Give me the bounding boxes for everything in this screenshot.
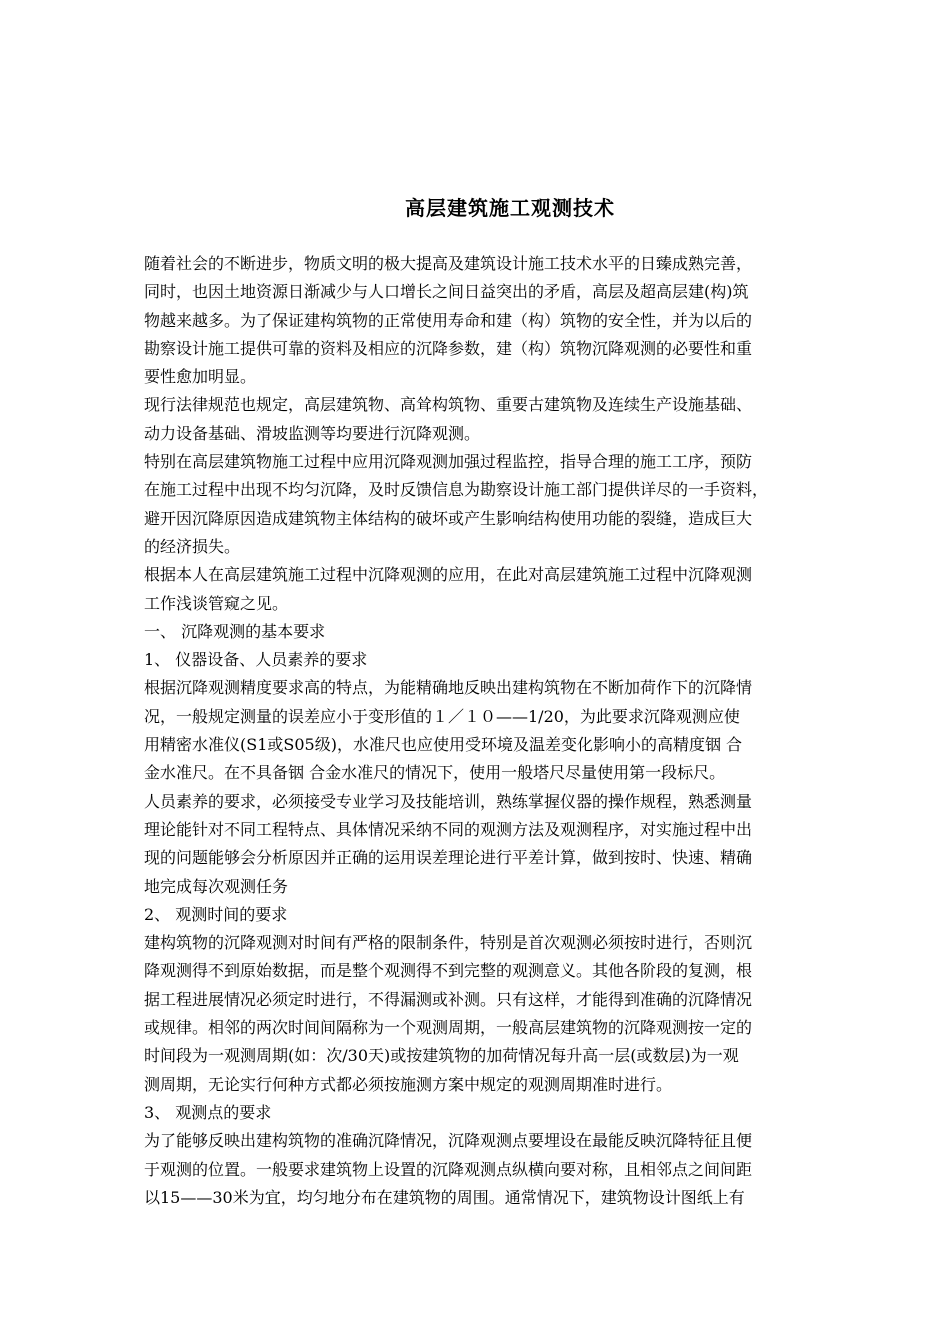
body-line: 特别在高层建筑物施工过程中应用沉降观测加强过程监控，指导合理的施工工序，预防 <box>144 452 753 472</box>
body-line: 现行法律规范也规定，高层建筑物、高耸构筑物、重要古建筑物及连续生产设施基础、 <box>144 395 753 415</box>
body-line: 工作浅谈管窥之见。 <box>144 593 289 613</box>
body-line: 理论能针对不同工程特点、具体情况采纳不同的观测方法及观测程序，对实施过程中出 <box>144 819 753 839</box>
body-line: 物越来越多。为了保证建构筑物的正常使用寿命和建（构）筑物的安全性，并为以后的 <box>144 310 753 330</box>
body-line: 或规律。相邻的两次时间间隔称为一个观测周期，一般高层建筑物的沉降观测按一定的 <box>144 1018 753 1038</box>
document-title: 高层建筑施工观测技术 <box>405 196 615 220</box>
body-line: 同时，也因土地资源日渐减少与人口增长之间日益突出的矛盾，高层及超高层建(构)筑 <box>144 282 749 302</box>
body-line: 为了能够反映出建构筑物的准确沉降情况，沉降观测点要埋设在最能反映沉降特征且便 <box>144 1131 753 1151</box>
body-line: 地完成每次观测任务 <box>144 876 289 896</box>
body-line: 要性愈加明显。 <box>144 367 257 387</box>
body-line: 现的问题能够会分析原因并正确的运用误差理论进行平差计算，做到按时、快速、精确 <box>144 848 753 868</box>
subsection-heading: 2、 观测时间的要求 <box>144 904 288 924</box>
document-body <box>144 250 886 1212</box>
body-line: 测周期，无论实行何种方式都必须按施测方案中规定的观测周期准时进行。 <box>144 1074 673 1094</box>
body-line: 据工程进展情况必须定时进行，不得漏测或补测。只有这样，才能得到准确的沉降情况 <box>144 989 753 1009</box>
subsection-heading: 1、 仪器设备、人员素养的要求 <box>144 650 368 670</box>
body-line: 勘察设计施工提供可靠的资料及相应的沉降参数，建（构）筑物沉降观测的必要性和重 <box>144 338 753 358</box>
body-line: 的经济损失。 <box>144 536 241 556</box>
body-line: 于观测的位置。一般要求建筑物上设置的沉降观测点纵横向要对称，且相邻点之间间距 <box>144 1159 753 1179</box>
body-line: 随着社会的不断进步，物质文明的极大提高及建筑设计施工技术水平的日臻成熟完善， <box>144 254 753 273</box>
body-line: 避开因沉降原因造成建筑物主体结构的破坏或产生影响结构使用功能的裂缝，造成巨大 <box>144 508 753 528</box>
body-line: 在施工过程中出现不均匀沉降，及时反馈信息为勘察设计施工部门提供详尽的一手资料， <box>144 480 769 500</box>
body-line: 根据沉降观测精度要求高的特点，为能精确地反映出建构筑物在不断加荷作下的沉降情 <box>144 678 753 698</box>
body-line: 降观测得不到原始数据，而是整个观测得不到完整的观测意义。其他各阶段的复测，根 <box>144 961 753 981</box>
body-line: 建构筑物的沉降观测对时间有严格的限制条件，特别是首次观测必须按时进行，否则沉 <box>144 933 753 953</box>
body-line: 人员素养的要求，必须接受专业学习及技能培训，熟练掌握仪器的操作规程，熟悉测量 <box>144 791 753 811</box>
subsection-heading: 3、 观测点的要求 <box>144 1102 272 1122</box>
body-line: 时间段为一观测周期(如：次/30天)或按建筑物的加荷情况每升高一层(或数层)为一观 <box>144 1046 739 1066</box>
body-line: 动力设备基础、滑坡监测等均要进行沉降观测。 <box>144 423 481 443</box>
body-line: 用精密水准仪(S1或S05级)，水准尺也应使用受环境及温差变化影响小的高精度铟 合 <box>144 735 743 755</box>
body-line: 根据本人在高层建筑施工过程中沉降观测的应用，在此对高层建筑施工过程中沉降观测 <box>144 565 753 585</box>
body-line: 金水准尺。在不具备铟 合金水准尺的情况下，使用一般塔尺尽量使用第一段标尺。 <box>144 763 726 783</box>
body-line: 况，一般规定测量的误差应小于变形值的１／１０——1/20，为此要求沉降观测应使 <box>144 706 740 726</box>
section-heading: 一、 沉降观测的基本要求 <box>144 621 326 641</box>
body-line: 以15——30米为宜，均匀地分布在建筑物的周围。通常情况下，建筑物设计图纸上有 <box>144 1187 745 1207</box>
